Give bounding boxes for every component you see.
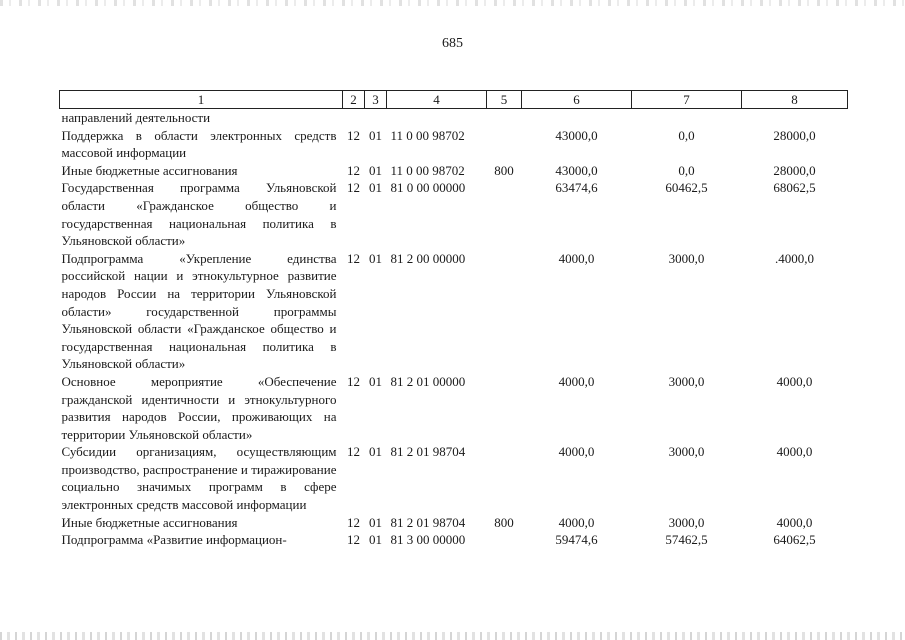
row-value-7: 0,0 [678, 162, 695, 178]
row-section: 12 [347, 162, 360, 178]
row-section: 12 [347, 444, 360, 460]
row-target-code: 81 2 01 98704 [390, 444, 466, 460]
column-header-4: 4 [387, 91, 487, 109]
row-value-8 [742, 109, 848, 127]
row-value-8: 28000,0 [773, 162, 816, 178]
row-expense-type [487, 179, 522, 249]
row-value-6: 4000,0 [558, 514, 595, 530]
row-value-8: 64062,5 [773, 532, 816, 548]
table-row [60, 127, 848, 162]
row-name: Основное мероприятие «Обеспечение гражданской идентичности и этнокультурного развития народов России, проживающих на территории Ульяновской области» [61, 373, 337, 442]
row-subsection [365, 109, 387, 127]
row-target-code: 81 2 01 00000 [390, 373, 466, 389]
row-target-code: 81 2 01 98704 [390, 514, 466, 530]
row-target-code: 81 2 00 00000 [390, 250, 466, 266]
table-body [60, 109, 848, 549]
row-name: Государственная программа Ульяновской области «Гражданское общество и государственная национальная политика в Ульяновской области» [61, 180, 337, 249]
table-row [60, 531, 848, 549]
row-section: 12 [347, 250, 360, 266]
row-name: направлений деятельности [61, 110, 211, 125]
row-subsection: 01 [369, 180, 382, 196]
row-value-6: 43000,0 [555, 127, 598, 143]
row-value-6: 63474,6 [555, 180, 598, 196]
table-row [60, 250, 848, 373]
row-value-6 [522, 109, 632, 127]
row-name: Поддержка в области электронных средств массовой информации [61, 127, 337, 161]
row-section: 12 [347, 373, 360, 389]
row-subsection: 01 [369, 444, 382, 460]
row-value-8: 4000,0 [776, 444, 813, 460]
row-section [343, 109, 365, 127]
row-subsection: 01 [369, 514, 382, 530]
column-header-8: 8 [742, 91, 848, 109]
row-value-7: 60462,5 [665, 180, 708, 196]
budget-table [59, 90, 848, 549]
row-target-code: 11 0 00 98702 [390, 127, 465, 143]
row-value-7: 3000,0 [668, 250, 705, 266]
scan-edge-bottom [0, 632, 905, 640]
row-value-7 [632, 109, 742, 127]
row-value-6: 59474,6 [555, 532, 598, 548]
row-target-code [387, 109, 487, 127]
column-header-5: 5 [487, 91, 522, 109]
row-section: 12 [347, 127, 360, 143]
row-value-8: 28000,0 [773, 127, 816, 143]
column-header-2: 2 [343, 91, 365, 109]
row-name: Иные бюджетные ассигнования [61, 162, 238, 178]
table-row [60, 443, 848, 513]
row-value-7: 57462,5 [665, 532, 708, 548]
row-target-code: 11 0 00 98702 [390, 162, 465, 178]
column-header-3: 3 [365, 91, 387, 109]
row-name: Субсидии организациям, осуществляющим производство, распространение и тиражирование социально значимых программ в сфере электронных средств массовой информации [61, 444, 337, 513]
scan-edge-top [0, 0, 905, 6]
column-header-1: 1 [60, 91, 343, 109]
row-value-6: 43000,0 [555, 162, 598, 178]
row-value-7: 3000,0 [668, 514, 705, 530]
row-value-8: 4000,0 [776, 514, 813, 530]
row-expense-type: 800 [494, 514, 514, 530]
row-expense-type [487, 443, 522, 513]
column-header-6: 6 [522, 91, 632, 109]
row-value-8: .4000,0 [775, 250, 814, 266]
row-value-6: 4000,0 [558, 373, 595, 389]
table-row [60, 179, 848, 249]
row-subsection: 01 [369, 373, 382, 389]
header-row [60, 91, 848, 109]
table-row [60, 109, 848, 127]
row-value-8: 68062,5 [773, 180, 816, 196]
row-expense-type [487, 127, 522, 162]
row-target-code: 81 0 00 00000 [390, 180, 466, 196]
row-expense-type: 800 [494, 162, 514, 178]
row-value-7: 3000,0 [668, 444, 705, 460]
row-section: 12 [347, 514, 360, 530]
row-subsection: 01 [369, 162, 382, 178]
page-number: 685 [442, 36, 463, 51]
row-name: Иные бюджетные ассигнования [61, 514, 238, 530]
row-subsection: 01 [369, 250, 382, 266]
table-row [60, 373, 848, 443]
row-expense-type [487, 373, 522, 443]
row-subsection: 01 [369, 532, 382, 548]
row-target-code: 81 3 00 00000 [390, 532, 466, 548]
table-row [60, 514, 848, 532]
row-value-6: 4000,0 [558, 444, 595, 460]
column-header-7: 7 [632, 91, 742, 109]
row-value-7: 0,0 [678, 127, 695, 143]
row-value-8: 4000,0 [776, 373, 813, 389]
row-name: Подпрограмма «Укрепление единства российской нации и этнокультурное развитие народов России на территории Ульяновской области» государственной программы Ульяновской области «Гражданское общество и государственная национальная политика в Ульяновской области» [61, 250, 337, 372]
row-section: 12 [347, 180, 360, 196]
row-value-7: 3000,0 [668, 373, 705, 389]
row-subsection: 01 [369, 127, 382, 143]
row-expense-type [487, 250, 522, 373]
row-expense-type [487, 531, 522, 549]
row-expense-type [487, 109, 522, 127]
row-name: Подпрограмма «Развитие информацион- [61, 532, 287, 548]
row-value-6: 4000,0 [558, 250, 595, 266]
table-header [60, 91, 848, 109]
table-row [60, 162, 848, 180]
row-section: 12 [347, 532, 360, 548]
